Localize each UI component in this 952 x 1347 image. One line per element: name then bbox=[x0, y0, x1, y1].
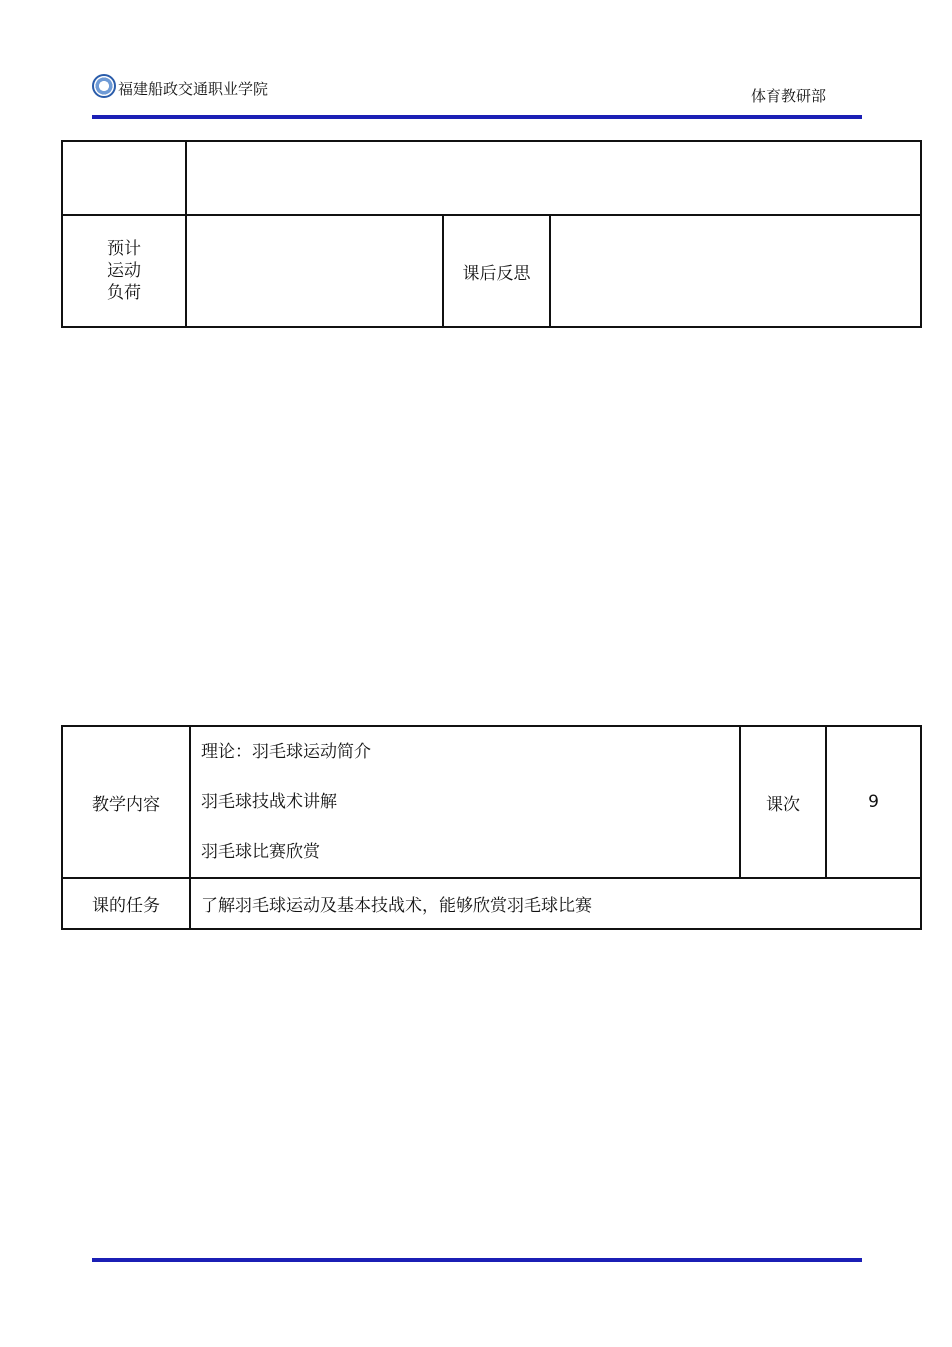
content-line: 羽毛球比赛欣赏 bbox=[201, 842, 320, 862]
reflection-value bbox=[550, 215, 921, 327]
table-row bbox=[62, 141, 921, 215]
content-line: 理论：羽毛球运动简介 bbox=[201, 742, 371, 762]
empty-label-cell bbox=[62, 141, 186, 215]
header-rule bbox=[92, 115, 862, 119]
school-logo-icon bbox=[92, 74, 116, 98]
institution-name: 福建船政交通职业学院 bbox=[118, 80, 269, 98]
table-row bbox=[62, 878, 921, 929]
lesson-number-label: 课次 bbox=[740, 726, 826, 878]
empty-content-cell bbox=[186, 141, 921, 215]
lesson-plan-table-top bbox=[61, 725, 922, 930]
lesson-number-value: 9 bbox=[826, 726, 921, 878]
table-row bbox=[62, 726, 921, 878]
header-department: 体育教研部 bbox=[751, 87, 827, 105]
lesson-plan-table-bottom bbox=[61, 140, 922, 328]
expected-load-label: 预计 运动 负荷 bbox=[62, 215, 186, 327]
table-row bbox=[62, 215, 921, 327]
header-institution bbox=[92, 74, 268, 99]
teaching-content-label: 教学内容 bbox=[62, 726, 190, 878]
expected-load-value bbox=[186, 215, 443, 327]
content-line: 羽毛球技战术讲解 bbox=[201, 792, 337, 812]
lesson-task-value: 了解羽毛球运动及基本技战术，能够欣赏羽毛球比赛 bbox=[190, 878, 921, 929]
footer-rule bbox=[92, 1258, 862, 1262]
reflection-label: 课后反思 bbox=[443, 215, 550, 327]
teaching-content-value bbox=[190, 726, 740, 878]
lesson-task-label: 课的任务 bbox=[62, 878, 190, 929]
